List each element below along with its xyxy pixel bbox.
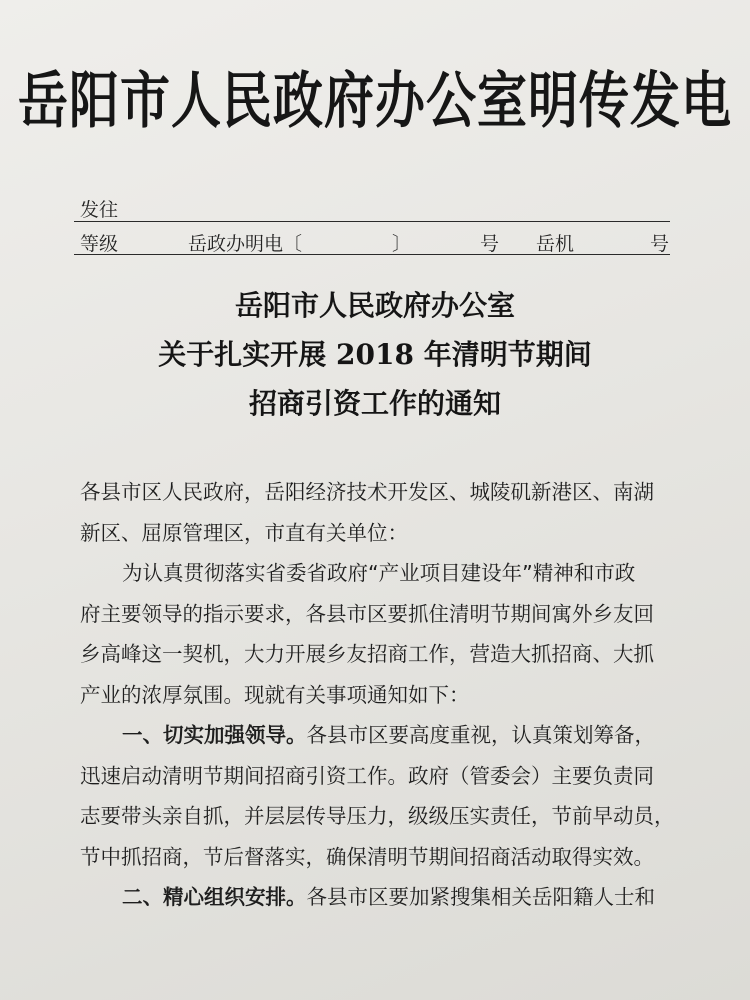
doc-ref-prefix: 岳政办明电〔 bbox=[188, 233, 303, 255]
intro-line: 为认真贯彻落实省委省政府“产业项目建设年”精神和市政 bbox=[122, 561, 636, 585]
header-rule-top bbox=[74, 221, 670, 222]
section-2-heading: 二、精心组织安排。 bbox=[122, 885, 307, 909]
notice-body bbox=[80, 472, 680, 918]
recipients-line: 新区、屈原管理区，市直有关单位： bbox=[80, 520, 408, 545]
org-code: 岳机 bbox=[536, 233, 575, 255]
recipients-line: 各县市区人民政府，岳阳经济技术开发区、城陵矶新港区、南湖 bbox=[80, 480, 654, 504]
number-label-1: 号 bbox=[480, 233, 500, 255]
notice-title-line-3: 招商引资工作的通知 bbox=[248, 387, 501, 420]
section-1-text: 各县市区要高度重视，认真策划筹备， bbox=[306, 723, 655, 747]
section-1-heading: 一、切实加强领导。 bbox=[122, 723, 307, 747]
masthead-title: 岳阳市人民政府办公室明传发电 bbox=[18, 65, 732, 137]
section-2-text: 各县市区要加紧搜集相关岳阳籍人士和 bbox=[306, 885, 655, 909]
intro-line: 乡高峰这一契机，大力开展乡友招商工作，营造大抓招商、大抓 bbox=[80, 642, 654, 666]
section-2-paragraph bbox=[80, 877, 680, 918]
section-2-first-line bbox=[80, 877, 680, 918]
section-1-paragraph bbox=[80, 715, 680, 877]
section-1-line: 节中抓招商，节后督落实，确保清明节期间招商活动取得实效。 bbox=[80, 844, 654, 869]
section-1-line: 志要带头亲自抓，并层层传导压力，级级压实责任，节前早动员， bbox=[80, 804, 675, 828]
number-label-2: 号 bbox=[650, 233, 670, 255]
grade-label: 等级 bbox=[80, 233, 119, 255]
notice-title-line-2: 关于扎实开展 2018 年清明节期间 bbox=[158, 338, 592, 371]
notice-title-line-1: 岳阳市人民政府办公室 bbox=[234, 289, 515, 322]
intro-paragraph bbox=[80, 553, 680, 715]
send-to-label: 发往 bbox=[80, 199, 119, 221]
header-rule-bottom bbox=[74, 254, 670, 255]
intro-line: 产业的浓厚氛围。现就有关事项通知如下： bbox=[80, 682, 470, 707]
section-1-first-line bbox=[80, 715, 680, 756]
section-1-line: 迅速启动清明节期间招商引资工作。政府（管委会）主要负责同 bbox=[80, 763, 654, 788]
intro-line: 府主要领导的指示要求，各县市区要抓住清明节期间寓外乡友回 bbox=[80, 601, 654, 626]
doc-ref-suffix: 〕 bbox=[392, 233, 412, 255]
recipients-paragraph bbox=[80, 472, 680, 553]
